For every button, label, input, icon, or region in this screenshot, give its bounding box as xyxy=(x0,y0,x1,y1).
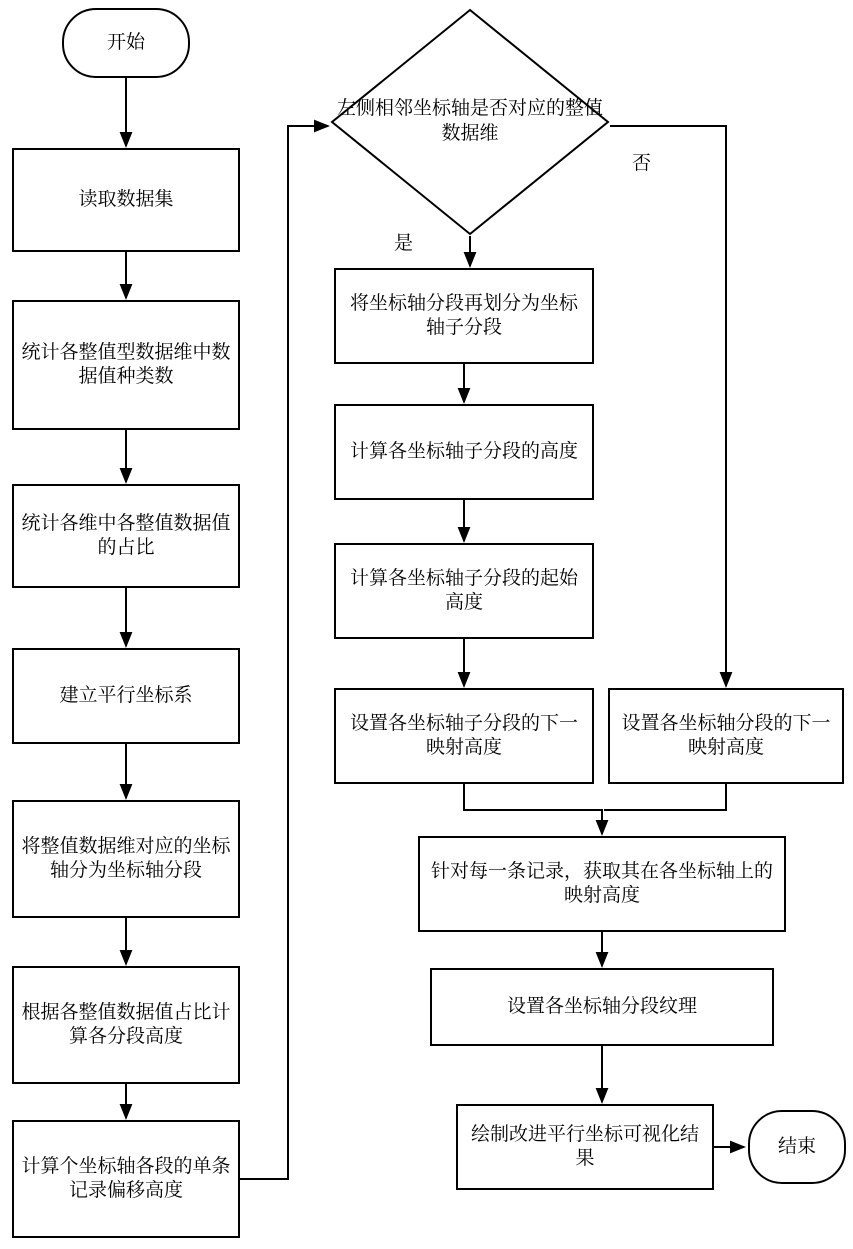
node-segment-next-mapping-height xyxy=(608,688,844,784)
node-decision-adjacent-axis xyxy=(330,8,610,236)
node-count-value-kinds xyxy=(12,300,240,430)
node-render-result-label: 绘制改进平行坐标可视化结果 xyxy=(470,1123,699,1169)
node-start-label: 开始 xyxy=(106,31,145,53)
node-count-value-ratio-label: 统计各维中各整值数据值的占比 xyxy=(21,512,231,558)
node-compute-record-offset xyxy=(12,1120,240,1238)
node-split-axis-segments xyxy=(12,800,240,918)
node-compute-segment-height xyxy=(12,966,240,1084)
node-subsegment-next-mapping-height xyxy=(334,688,594,784)
node-compute-segment-height-label: 根据各整值数据值占比计算各分段高度 xyxy=(21,1001,231,1047)
node-build-parallel-coordinates-label: 建立平行坐标系 xyxy=(59,684,193,706)
node-read-dataset-label: 读取数据集 xyxy=(78,188,174,210)
node-subsegment-height-label: 计算各坐标轴子分段的高度 xyxy=(349,440,578,462)
node-record-mapping-height-label: 针对每一条记录，获取其在各坐标轴上的映射高度 xyxy=(430,860,773,906)
node-segment-next-mapping-height-label: 设置各坐标轴分段的下一映射高度 xyxy=(621,712,831,758)
node-set-segment-texture xyxy=(430,968,774,1046)
node-compute-record-offset-label: 计算个坐标轴各段的单条记录偏移高度 xyxy=(21,1155,231,1201)
node-count-value-kinds-label: 统计各整值型数据维中数据值种类数 xyxy=(21,341,231,387)
node-subdivide-subsegments-label: 将坐标轴分段再划分为坐标轴子分段 xyxy=(349,292,578,338)
edge-label-yes: 是 xyxy=(392,228,415,255)
node-subsegment-start-height-label: 计算各坐标轴子分段的起始高度 xyxy=(349,567,578,613)
node-record-mapping-height xyxy=(418,836,786,932)
node-subsegment-start-height xyxy=(334,543,594,639)
node-subdivide-subsegments xyxy=(334,268,594,364)
node-subsegment-next-mapping-height-label: 设置各坐标轴子分段的下一映射高度 xyxy=(349,712,578,758)
node-end-label: 结束 xyxy=(777,1135,816,1157)
edge-label-no: 否 xyxy=(630,148,653,175)
node-set-segment-texture-label: 设置各坐标轴分段纹理 xyxy=(506,995,697,1017)
node-start xyxy=(62,8,190,78)
node-subsegment-height xyxy=(334,404,594,500)
node-render-result xyxy=(456,1104,714,1190)
node-decision-adjacent-axis-label: 左侧相邻坐标轴是否对应的整值数据维 xyxy=(336,98,603,144)
node-count-value-ratio xyxy=(12,484,240,588)
node-read-dataset xyxy=(12,148,240,252)
node-build-parallel-coordinates xyxy=(12,648,240,744)
node-split-axis-segments-label: 将整值数据维对应的坐标轴分为坐标轴分段 xyxy=(21,835,231,881)
node-end xyxy=(748,1110,846,1184)
